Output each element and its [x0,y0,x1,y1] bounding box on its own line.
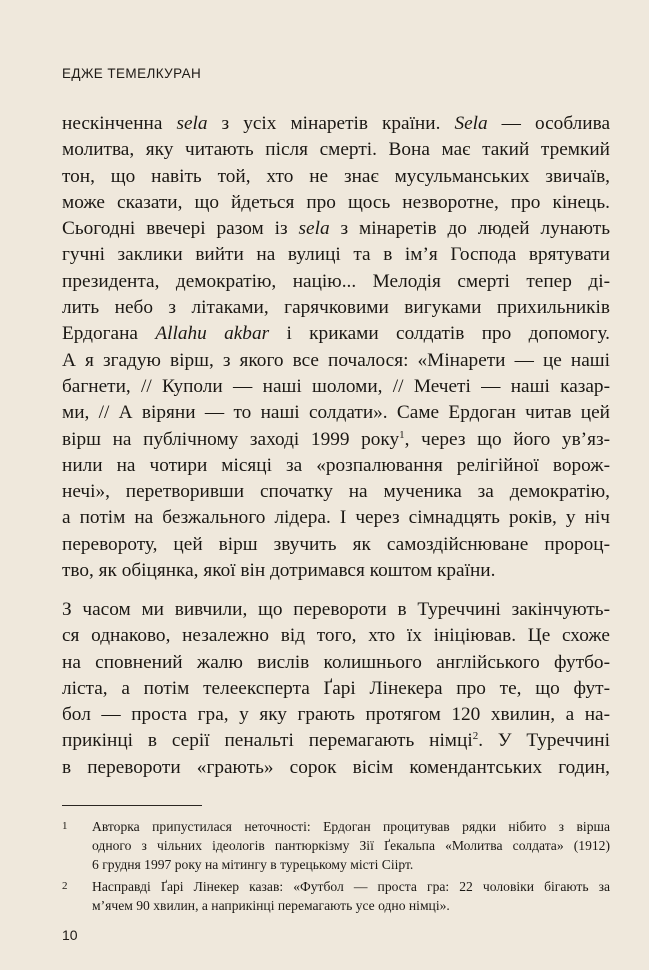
paragraph-1 [62,111,610,584]
text-line: нили на чотири місяці за «розпалювання релігійної ворож- [62,454,610,476]
text-line: вірш на публічному заході 1999 року$^1$, через що його ув’яз- [62,428,611,450]
footnote-line: 6 грудня 1997 року на мітингу в турецькому місті Сіірт. [92,857,414,873]
text-line: Ердогана Allahu akbar і криками солдатів про допомогу. [62,323,611,345]
footnote-ref-1: 1 [399,428,405,441]
text-line: а потім на безжального лідера. І через сімнадцять років, у ніч [62,507,610,529]
text-line: прикінці в серії пенальті перемагають німці$^2$. У Туреччині [62,730,610,752]
text-line: З часом ми вивчили, що перевороти в Туреччині закінчують- [62,599,610,620]
footnote-separator [62,805,202,806]
footnote-line: одного з чільних ідеологів пантюркізму Зії Ґекальпа «Молитва солдата» (1912) [92,838,610,854]
text-line: нескінченна sela з усіх мінаретів країни. Sela — особлива [62,113,610,134]
text-line: тво, як обіцянка, якої він дотримався коштом країни. [62,560,496,582]
footnote-number: 2 [62,879,68,892]
running-head: ЕДЖЕ ТЕМЕЛКУРАН [62,66,202,81]
footnote-ref-2: 2 [472,730,479,743]
text-line: багнети, // Куполи — наші шоломи, // Мечеті — наші казар- [62,375,610,397]
text-line: перевороту, цей вірш звучить як самоздійснюване пророц- [62,533,610,555]
footnote-number: 1 [62,820,68,832]
footnotes [62,817,610,915]
text-line: бол — проста гра, у яку грають протягом 120 хвилин, а на- [62,704,610,726]
text-line: на сповнений жалю вислів колишнього англійського футбо- [62,651,610,673]
text-line: нечі», перетворивши спочатку на мученика за демократію, [62,481,610,503]
paragraph-2 [62,597,610,781]
text-line: Сьогодні ввечері разом із sela з мінаретів до людей лунають [62,218,610,240]
footnote-line: Авторка припустилася неточності: Ердоган процитував рядки нібито з вірша [92,819,610,834]
text-line: ліста, а потім телеексперта Ґарі Лінекера про те, що фут- [62,677,610,699]
text-line: лить небо з літаками, гарячковими вигуками прихильників [62,297,610,319]
text-line: ми, // А віряни — то наші солдати». Саме Ердоган читав цей [62,402,610,424]
text-line: молитва, яку читають після смерті. Вона має такий тремкий [62,139,610,161]
text-line: ся однаково, незалежно від того, хто їх ініціював. Це схоже [62,625,610,647]
text-line: тон, що навіть той, хто не знає мусульманських звичаїв, [62,165,610,187]
footnote-2 [62,877,610,915]
text-line: президента, демократію, націю... Мелодія смерті тепер ді- [62,270,610,292]
text-line: А я згадую вірш, з якого все почалося: «Мінарети — це наші [62,349,610,371]
text-line: в перевороти «грають» сорок вісім комендантських годин, [62,756,610,778]
page-number: 10 [62,927,78,943]
footnote-line: м’ячем 90 хвилин, а наприкінці перемагають усе одно німці». [92,897,450,913]
text-line: може сказати, що йдеться про щось незворотне, про кінець. [62,191,610,213]
text-line: гучні заклики вийти на вулиці та в ім’я Господа врятувати [62,244,610,266]
footnote-1 [62,817,610,875]
footnote-line: Насправді Ґарі Лінекер казав: «Футбол — проста гра: 22 чоловіки бігають за [92,878,610,894]
